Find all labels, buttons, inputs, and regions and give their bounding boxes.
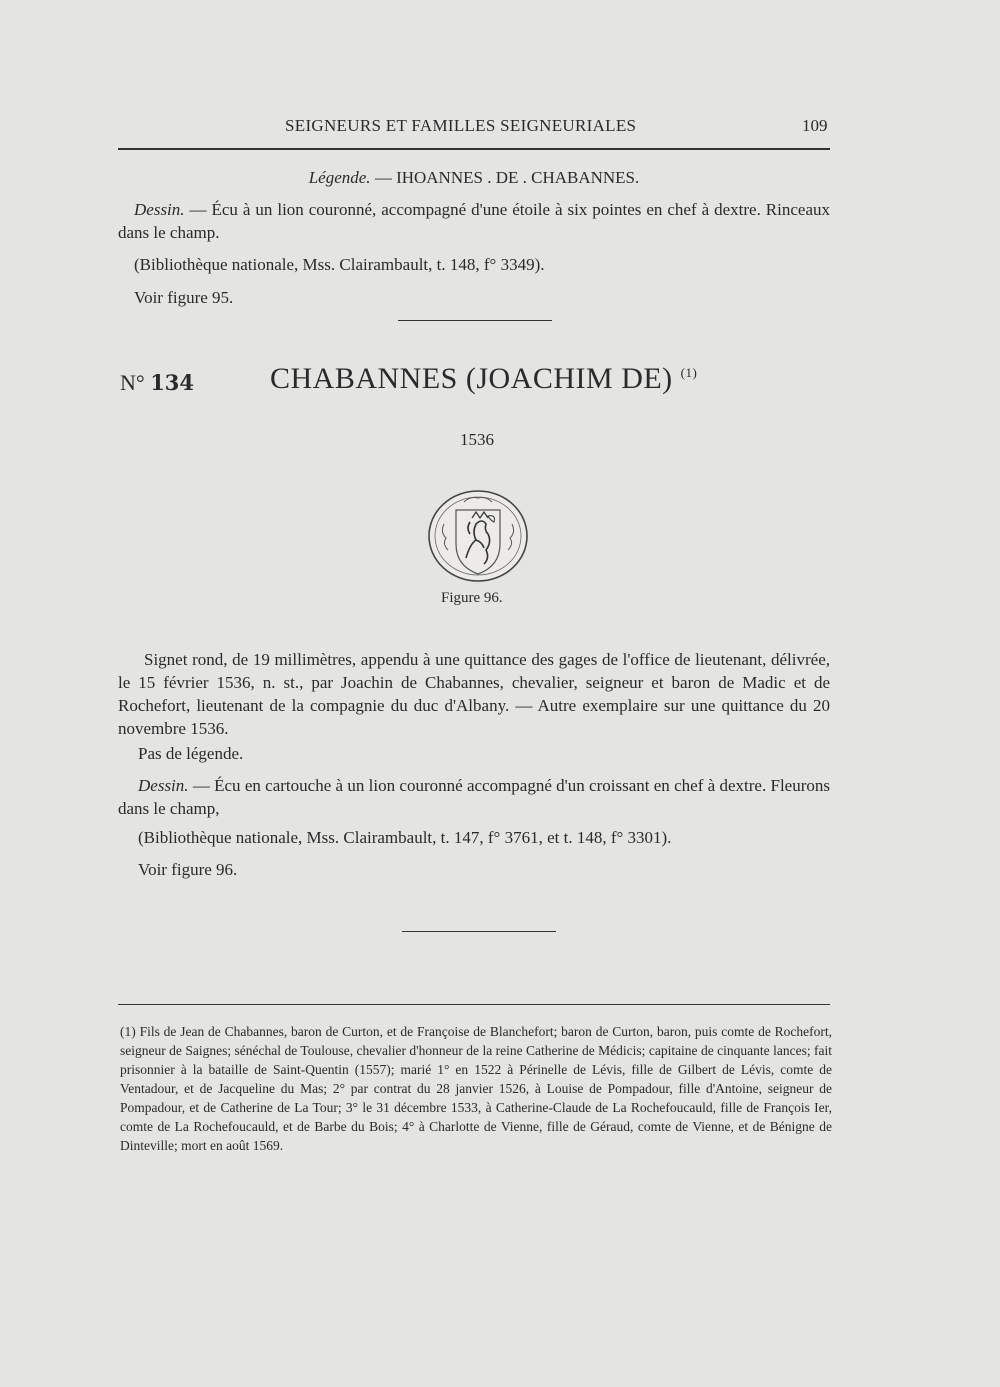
previous-source: (Bibliothèque nationale, Mss. Clairambault, t. 148, f° 3349). xyxy=(134,255,545,274)
page-number: 109 xyxy=(802,116,828,135)
previous-drawing xyxy=(118,198,830,244)
seal-description: Signet rond, de 19 millimètres, appendu à une quittance des gages de l'office de lieutenant, délivrée, le 15 février 1536, n. st., par Joachin de Chabannes, chevalier, seigneur et baron de Madic et de Rochefort, lieutenant de la compagnie du duc d'Albany. — Autre exemplaire sur une quittance du 20 novembre 1536. xyxy=(118,650,830,738)
entry-title xyxy=(270,362,697,396)
footnote-rule xyxy=(118,1004,830,1005)
drawing-text: — Écu en cartouche à un lion couronné accompagné d'un croissant en chef à dextre. Fleurons dans le champ, xyxy=(118,776,830,818)
seal-figure-ref: Voir figure 96. xyxy=(138,860,238,879)
previous-legend xyxy=(118,166,830,189)
section-divider xyxy=(398,320,552,321)
entry-year: 1536 xyxy=(460,430,494,449)
seal-legend: Pas de légende. xyxy=(138,744,244,763)
legend-text: — IHOANNES . DE . CHABANNES. xyxy=(370,168,640,187)
seal-illustration xyxy=(426,488,530,584)
seal-drawing xyxy=(118,774,830,820)
running-title: SEIGNEURS ET FAMILLES SEIGNEURIALES xyxy=(285,116,637,135)
drawing-label: Dessin. xyxy=(138,776,189,795)
entry-number-value: 134 xyxy=(150,370,195,395)
entry-title-text: CHABANNES (JOACHIM DE) xyxy=(270,362,673,395)
entry-number xyxy=(120,370,194,396)
footnote-marker: (1) xyxy=(680,365,698,380)
drawing-text: — Écu à un lion couronné, accompagné d'une étoile à six pointes en chef à dextre. Rinceaux dans le champ. xyxy=(118,200,830,242)
seal-source: (Bibliothèque nationale, Mss. Clairambault, t. 147, f° 3761, et t. 148, f° 3301). xyxy=(138,828,672,847)
drawing-label: Dessin. xyxy=(134,200,185,219)
figure-caption: Figure 96. xyxy=(441,590,503,606)
footnote: (1) Fils de Jean de Chabannes, baron de Curton, et de Françoise de Blanchefort; baron de Curton, baron, puis comte de Rochefort, seigneur de Saignes; sénéchal de Toulouse, chevalier d'honneur de la reine Catherine de Médicis; capitaine de cinquante lances; fait prisonnier à la bataille de Saint-Quentin (1557); marié 1° en 1522 à Périnelle de Lévis, fille de Gilbert de Lévis, comte de Ventadour, et de Jacqueline du Mas; 2° par contrat du 28 janvier 1526, à Louise de Pompadour, fille d'Antoine, seigneur de Pompadour, et de Catherine de La Tour; 3° le 31 décembre 1533, à Catherine-Claude de La Rochefoucauld, fille de François Ier, comte de La Rochefoucauld, et de Barbe du Bois; 4° à Charlotte de Vienne, fille de Géraud, comte de Vienne, et de Bénigne de Dinteville; mort en août 1569. xyxy=(120,1024,832,1153)
header-rule xyxy=(118,148,830,150)
end-divider xyxy=(402,931,556,932)
previous-figure-ref: Voir figure 95. xyxy=(134,288,234,307)
entry-number-prefix: N° xyxy=(120,370,145,395)
legend-label: Légende. xyxy=(308,168,371,187)
